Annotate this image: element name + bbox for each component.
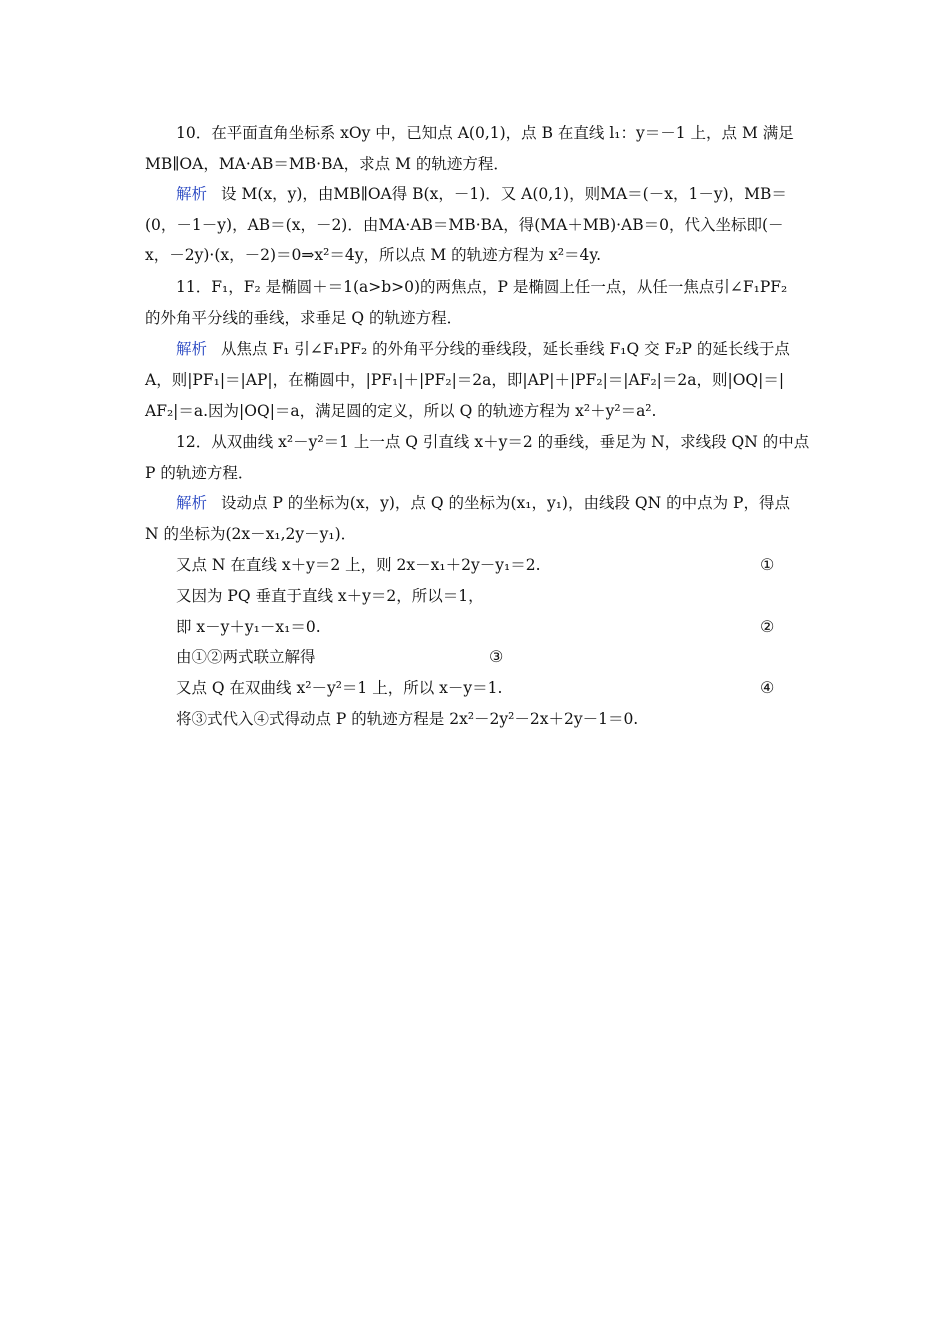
solution-keyword: 解析: [176, 340, 208, 358]
q12-text-line2: P 的轨迹方程．: [145, 464, 254, 482]
q11-solution-line3: AF₂|＝a.因为|OQ|＝a，满足圆的定义，所以 Q 的轨迹方程为 x²＋y²＝a².: [145, 402, 657, 420]
equation-marker-4: ④: [760, 678, 775, 697]
equation-marker-2: ②: [760, 617, 775, 636]
solution-keyword: 解析: [176, 185, 208, 203]
q12-step5: 又点 Q 在双曲线 x²－y²＝1 上，所以 x－y＝1.: [176, 679, 503, 697]
q12-step2: 又因为 PQ 垂直于直线 x＋y＝2，所以＝1，: [176, 587, 484, 605]
q12-step1: 又点 N 在直线 x＋y＝2 上，则 2x－x₁＋2y－y₁＝2.: [176, 556, 541, 574]
q10-solution-line1: [176, 184, 787, 204]
solution-keyword: 解析: [176, 494, 208, 512]
q12-step4: 由①②两式联立解得: [176, 648, 316, 666]
q11-solution-line2: A，则|PF₁|＝|AP|，在椭圆中，|PF₁|＋|PF₂|＝2a，即|AP|＋|PF₂|＝|AF₂|＝2a，则|OQ|＝|: [145, 371, 785, 389]
q10-solution-text: 设 M(x，y)，由MB∥OA得 B(x，－1)．又 A(0,1)，则MA＝(－x，1－y)，MB＝: [221, 185, 787, 203]
equation-marker-3: ③: [489, 647, 504, 666]
q10-text-line1: 10．在平面直角坐标系 xOy 中，已知点 A(0,1)，点 B 在直线 l₁：y＝－1 上，点 M 满足: [176, 124, 794, 142]
q12-solution-line1: [176, 493, 790, 513]
q12-solution-line2: N 的坐标为(2x－x₁,2y－y₁)．: [145, 525, 357, 543]
equation-marker-1: ①: [760, 555, 775, 574]
q11-solution-line1: [176, 339, 790, 359]
q11-text-line2: 的外角平分线的垂线，求垂足 Q 的轨迹方程．: [145, 309, 463, 327]
q10-solution-line3: x，－2y)·(x，－2)＝0⇒x²＝4y，所以点 M 的轨迹方程为 x²＝4y.: [145, 246, 602, 264]
q11-text-line1: 11．F₁，F₂ 是椭圆＋＝1(a>b>0)的两焦点，P 是椭圆上任一点，从任一焦点引∠F₁PF₂: [176, 278, 788, 296]
q10-text-line2: MB∥OA，MA·AB＝MB·BA，求点 M 的轨迹方程．: [145, 155, 509, 173]
q11-solution-text: 从焦点 F₁ 引∠F₁PF₂ 的外角平分线的垂线段，延长垂线 F₁Q 交 F₂P 的延长线于点: [221, 340, 790, 358]
q12-solution-text: 设动点 P 的坐标为(x，y)，点 Q 的坐标为(x₁，y₁)，由线段 QN 的中点为 P，得点: [221, 494, 790, 512]
q12-step6: 将③式代入④式得动点 P 的轨迹方程是 2x²－2y²－2x＋2y－1＝0.: [176, 710, 639, 728]
q10-solution-line2: (0，－1－y)，AB＝(x，－2)．由MA·AB＝MB·BA，得(MA＋MB)·AB＝0，代入坐标即(－: [145, 216, 784, 234]
q12-text-line1: 12．从双曲线 x²－y²＝1 上一点 Q 引直线 x＋y＝2 的垂线，垂足为 N，求线段 QN 的中点: [176, 433, 810, 451]
q12-step3: 即 x－y＋y₁－x₁＝0.: [176, 618, 321, 636]
